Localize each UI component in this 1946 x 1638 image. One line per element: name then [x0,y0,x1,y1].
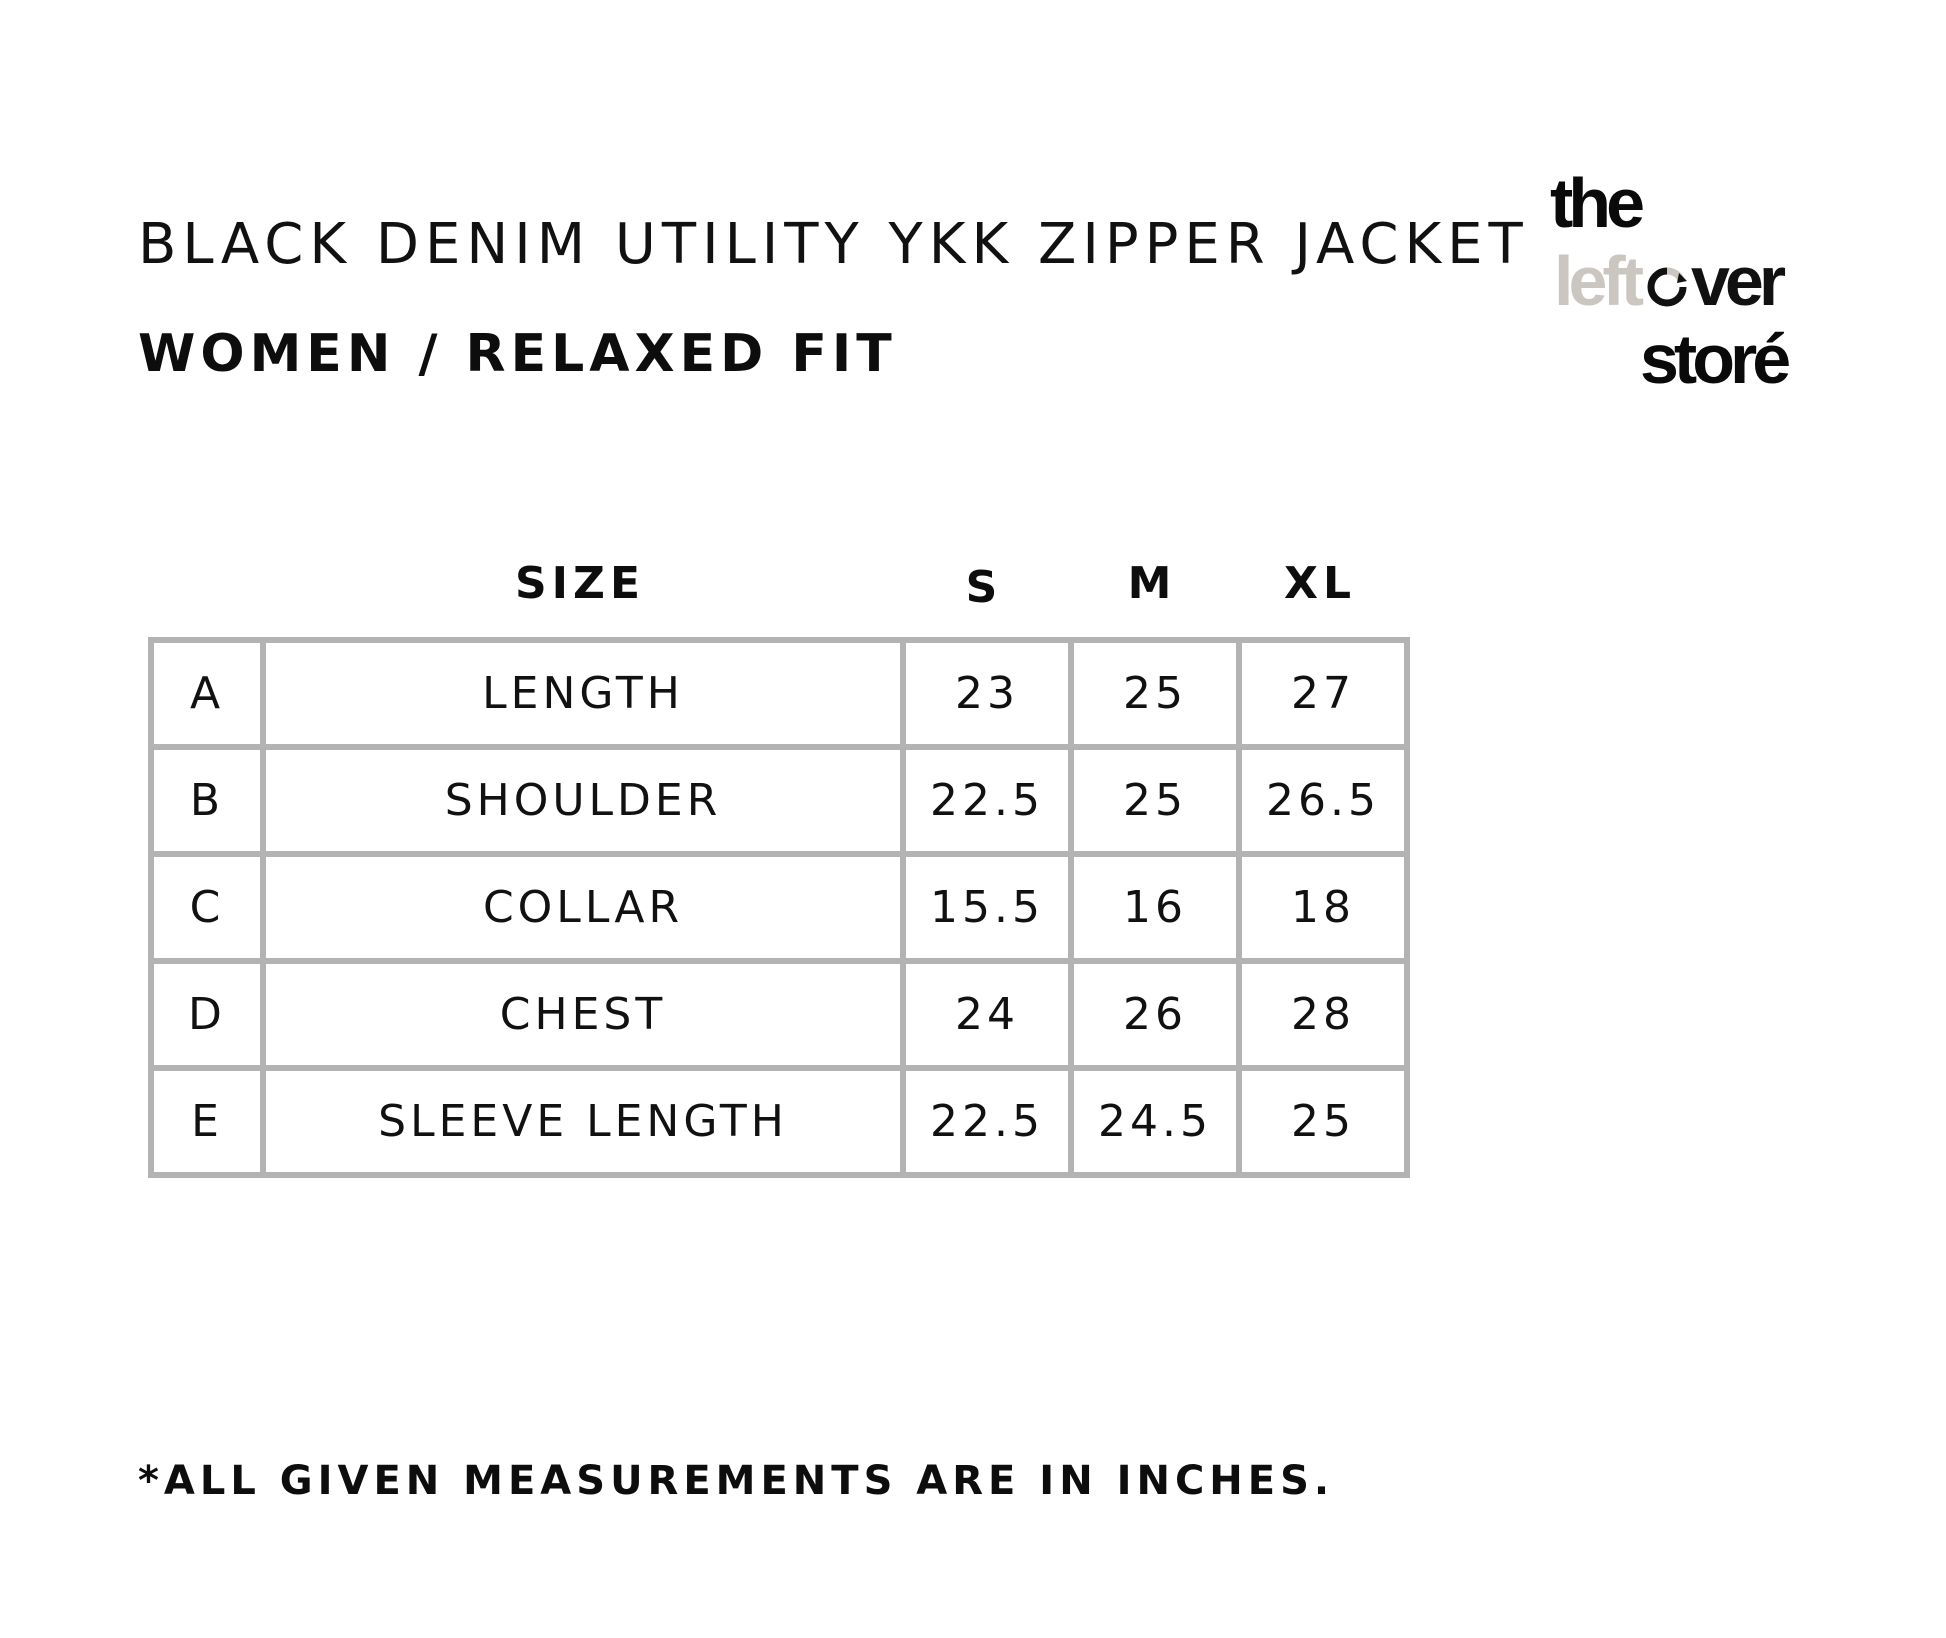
value-m: 26 [1071,961,1239,1068]
value-s: 24 [903,961,1071,1068]
brand-logo [1540,160,1810,398]
row-code: A [151,640,263,747]
table-row [151,854,1407,961]
value-xl: 27 [1239,640,1407,747]
measurement-note: *ALL GIVEN MEASUREMENTS ARE IN INCHES. [138,1458,1335,1504]
row-code: E [151,1068,263,1175]
recycle-ring-icon [1645,265,1689,309]
size-header-row [148,558,1410,618]
row-label: CHEST [263,961,903,1068]
logo-word-store: storé [1640,320,1787,398]
value-s: 23 [903,640,1071,747]
size-header-m: M [1127,558,1177,609]
size-header-s: S [965,562,1003,613]
logo-word-left: left [1554,242,1639,320]
row-code: C [151,854,263,961]
value-m: 25 [1071,640,1239,747]
table-row [151,640,1407,747]
value-s: 22.5 [903,1068,1071,1175]
logo-word-leftover [1554,242,1782,320]
value-m: 16 [1071,854,1239,961]
row-code: D [151,961,263,1068]
value-xl: 18 [1239,854,1407,961]
value-s: 15.5 [903,854,1071,961]
row-label: SHOULDER [263,747,903,854]
logo-word-the: the [1550,164,1640,242]
row-code: B [151,747,263,854]
size-header-label: SIZE [514,558,646,609]
table-row [151,961,1407,1068]
size-chart-table [148,637,1410,1178]
row-label: COLLAR [263,854,903,961]
value-s: 22.5 [903,747,1071,854]
table-row [151,747,1407,854]
fit-subtitle: WOMEN / RELAXED FIT [138,324,897,384]
value-m: 25 [1071,747,1239,854]
row-label: LENGTH [263,640,903,747]
value-xl: 26.5 [1239,747,1407,854]
value-m: 24.5 [1071,1068,1239,1175]
row-label: SLEEVE LENGTH [263,1068,903,1175]
page-title: BLACK DENIM UTILITY YKK ZIPPER JACKET [138,212,1529,277]
size-header-xl: XL [1284,558,1356,609]
value-xl: 25 [1239,1068,1407,1175]
logo-word-ver: ver [1691,242,1782,320]
table-row [151,1068,1407,1175]
value-xl: 28 [1239,961,1407,1068]
